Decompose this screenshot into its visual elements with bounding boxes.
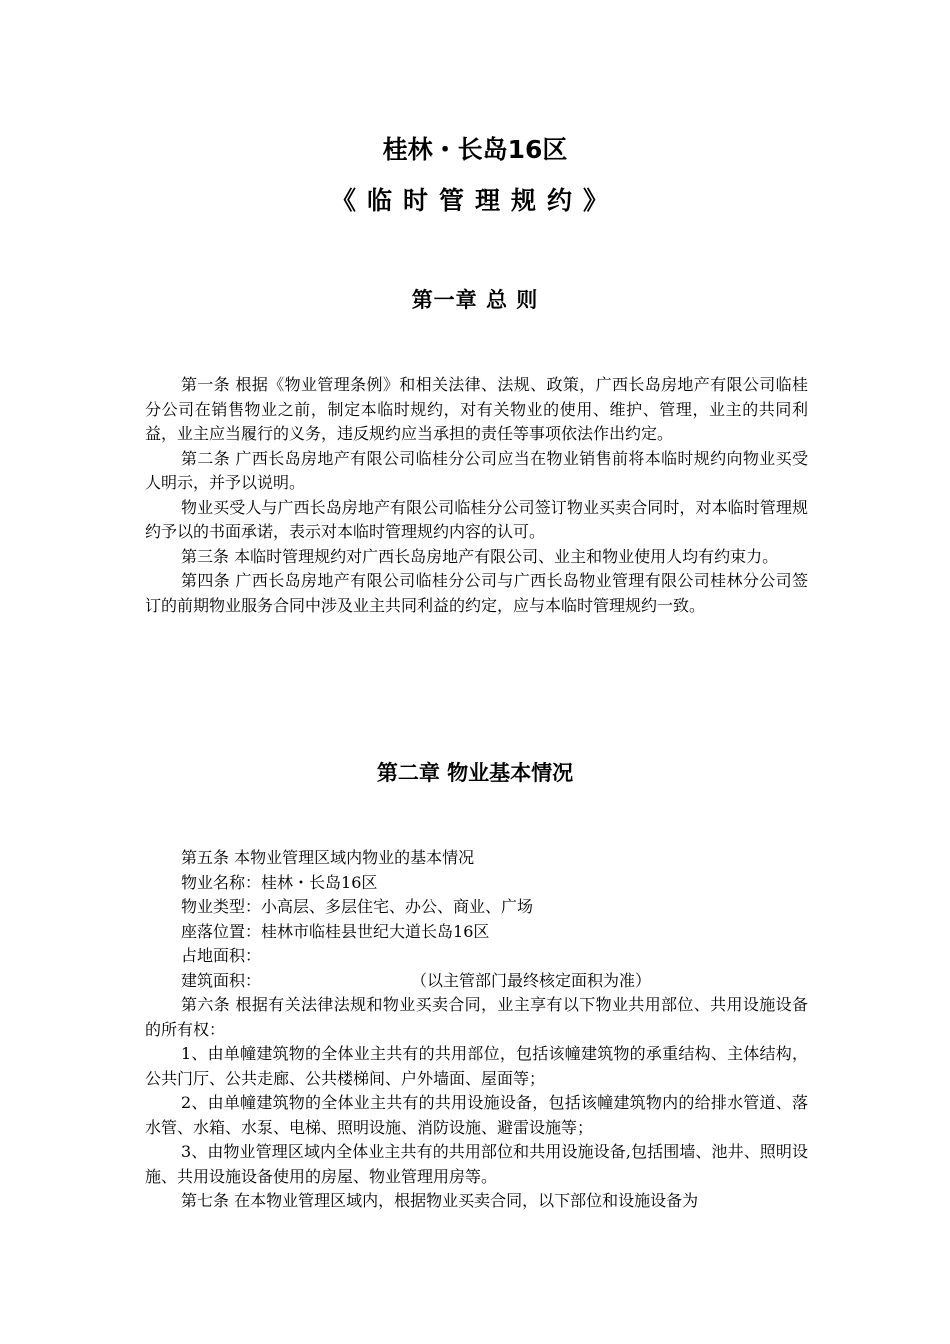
article-2-continued: 物业买受人与广西长岛房地产有限公司临桂分公司签订物业买卖合同时，对本临时管理规约予以的书面承诺，表示对本临时管理规约内容的认可。 — [145, 497, 808, 541]
property-location-row — [145, 920, 808, 945]
article-6-item-1: 1、由单幢建筑物的全体业主共有的共用部位，包括该幢建筑物的承重结构、主体结构，公共门厅、公共走廊、公共楼梯间、户外墙面、屋面等； — [145, 1044, 808, 1088]
chapter-2-heading: 第二章 物业基本情况 — [376, 761, 574, 785]
document-title: 桂林・长岛16区 — [382, 135, 568, 164]
property-name-row — [145, 871, 808, 896]
chapter-1-body — [145, 373, 808, 618]
land-area-row — [145, 944, 808, 969]
article-3: 第三条 本临时管理规约对广西长岛房地产有限公司、业主和物业使用人均有约束力。 — [181, 546, 779, 566]
article-1: 第一条 根据《物业管理条例》和相关法律、法规、政策，广西长岛房地产有限公司临桂分公司在销售物业之前，制定本临时规约，对有关物业的使用、维护、管理，业主的共同利益，业主应当履行的义务，违反规约应当承担的责任等事项依法作出约定。 — [145, 375, 808, 443]
article-6-item-2: 2、由单幢建筑物的全体业主共有的共用设施设备，包括该幢建筑物内的给排水管道、落水管、水箱、水泵、电梯、照明设施、消防设施、避雷设施等； — [145, 1093, 808, 1137]
article-6: 第六条 根据有关法律法规和物业买卖合同，业主享有以下物业共用部位、共用设施设备的所有权： — [145, 995, 808, 1039]
property-location-value: 桂林市临桂县世纪大道长岛16区 — [261, 921, 490, 941]
building-area-note: （以主管部门最终核定面积为准） — [411, 970, 652, 990]
property-name-label: 物业名称： — [181, 872, 262, 892]
land-area-label: 占地面积： — [181, 946, 262, 965]
building-area-label: 建筑面积： — [181, 970, 262, 990]
article-5: 第五条 本物业管理区域内物业的基本情况 — [181, 848, 475, 867]
property-location-label: 座落位置： — [181, 921, 262, 941]
article-2: 第二条 广西长岛房地产有限公司临桂分公司应当在物业销售前将本临时规约向物业买受人明示，并予以说明。 — [145, 448, 808, 492]
document-subtitle: 《临时管理规约》 — [330, 186, 619, 215]
property-type-label: 物业类型： — [181, 897, 262, 916]
chapter-2-body — [145, 846, 808, 1214]
property-type-value: 小高层、多层住宅、办公、商业、广场 — [261, 897, 534, 916]
property-type-row — [145, 895, 808, 920]
article-6-item-3: 3、由物业管理区域内全体业主共有的共用部位和共用设施设备,包括围墙、池井、照明设施、共用设施设备使用的房屋、物业管理用房等。 — [145, 1142, 808, 1186]
property-name-value: 桂林・长岛16区 — [261, 872, 378, 892]
article-7: 第七条 在本物业管理区域内，根据物业买卖合同，以下部位和设施设备为 — [181, 1191, 699, 1210]
chapter-1-heading: 第一章 总 则 — [411, 288, 539, 312]
building-area-row — [145, 969, 808, 994]
article-4: 第四条 广西长岛房地产有限公司临桂分公司与广西长岛物业管理有限公司桂林分公司签订的前期物业服务合同中涉及业主共同利益的约定，应与本临时管理规约一致。 — [145, 571, 808, 615]
